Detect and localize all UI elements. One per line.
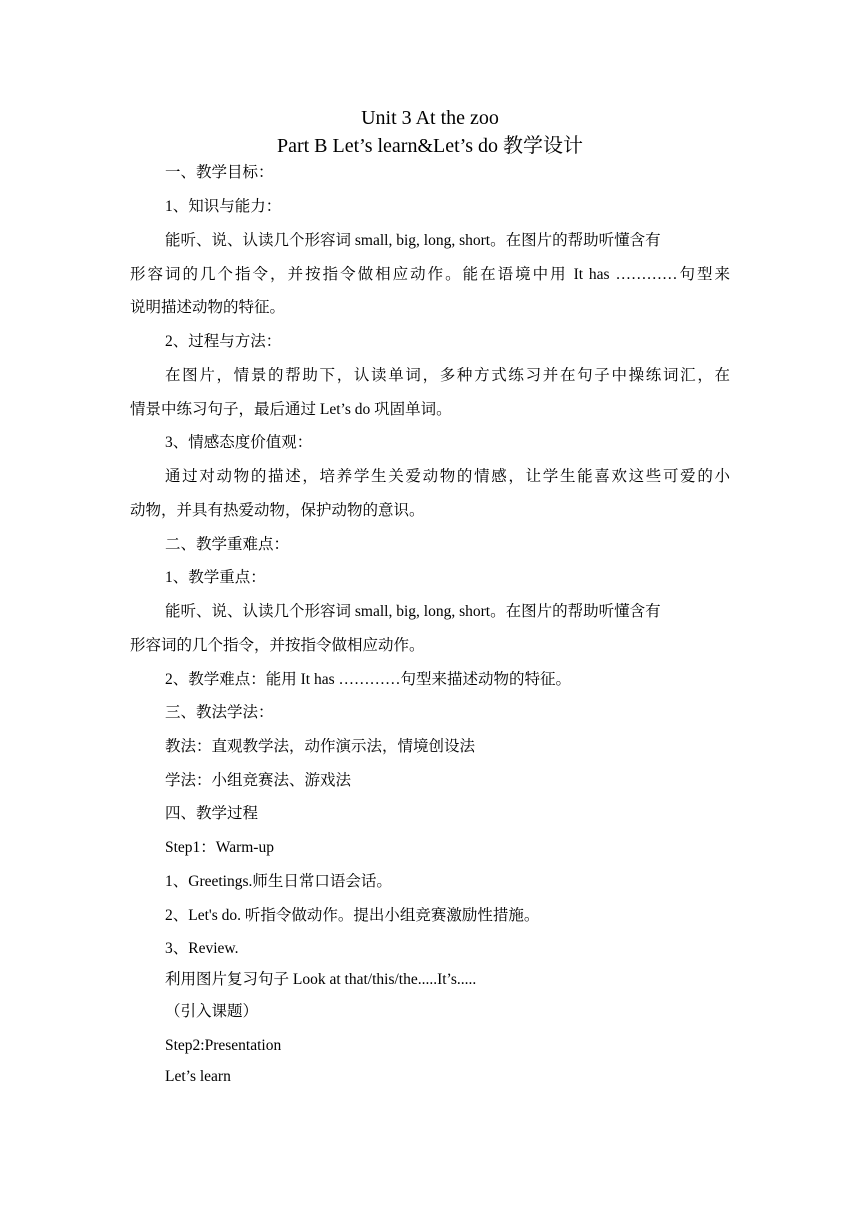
subheading-attitude-values: 3、情感态度价值观： [165, 434, 313, 451]
paragraph-line: 形容词的几个指令，并按指令做相应动作。能在语境中用 It has …………句型来 [130, 266, 730, 283]
paragraph-line: 形容词的几个指令，并按指令做相应动作。 [130, 637, 425, 654]
section-heading-methods: 三、教法学法： [165, 704, 274, 721]
document-title-line-2: Part B Let’s learn&Let’s do 教学设计 [276, 135, 584, 157]
document-title-line-1: Unit 3 At the zoo [361, 107, 499, 129]
paragraph-line: 教法：直观教学法，动作演示法，情境创设法 [165, 738, 476, 755]
subheading-process-method: 2、过程与方法： [165, 333, 282, 350]
subheading-key-point: 1、教学重点： [165, 569, 266, 586]
section-heading-key-points: 二、教学重难点： [165, 536, 290, 553]
step-heading-warm-up: Step1：Warm-up [165, 839, 274, 856]
paragraph-line: Let’s learn [165, 1068, 231, 1085]
paragraph-line: （引入课题） [165, 1003, 259, 1020]
subheading-knowledge: 1、知识与能力： [165, 198, 282, 215]
paragraph-line: 利用图片复习句子 Look at that/this/the.....It’s..... [165, 971, 477, 988]
paragraph-line: 动物，并具有热爱动物，保护动物的意识。 [130, 502, 425, 519]
subheading-difficult-point: 2、教学难点：能用 It has …………句型来描述动物的特征。 [165, 671, 572, 688]
paragraph-line: 能听、说、认读几个形容词 small, big, long, short。在图片的帮助听懂含有 [165, 232, 661, 249]
section-heading-teaching-process: 四、教学过程 [165, 805, 259, 822]
paragraph-line: 3、Review. [165, 940, 239, 957]
paragraph-line: 能听、说、认读几个形容词 small, big, long, short。在图片的帮助听懂含有 [165, 603, 661, 620]
paragraph-line: 在图片，情景的帮助下，认读单词，多种方式练习并在句子中操练词汇，在 [165, 367, 730, 384]
paragraph-line: 情景中练习句子，最后通过 Let’s do 巩固单词。 [130, 401, 452, 418]
paragraph-line: 学法：小组竞赛法、游戏法 [165, 772, 352, 789]
paragraph-line: 通过对动物的描述，培养学生关爱动物的情感，让学生能喜欢这些可爱的小 [165, 468, 730, 485]
paragraph-line: 2、Let's do. 听指令做动作。提出小组竞赛激励性措施。 [165, 907, 540, 924]
section-heading-objectives: 一、教学目标： [165, 164, 274, 181]
step-heading-presentation: Step2:Presentation [165, 1037, 282, 1054]
paragraph-line: 1、Greetings.师生日常口语会话。 [165, 873, 392, 890]
paragraph-line: 说明描述动物的特征。 [130, 299, 286, 316]
